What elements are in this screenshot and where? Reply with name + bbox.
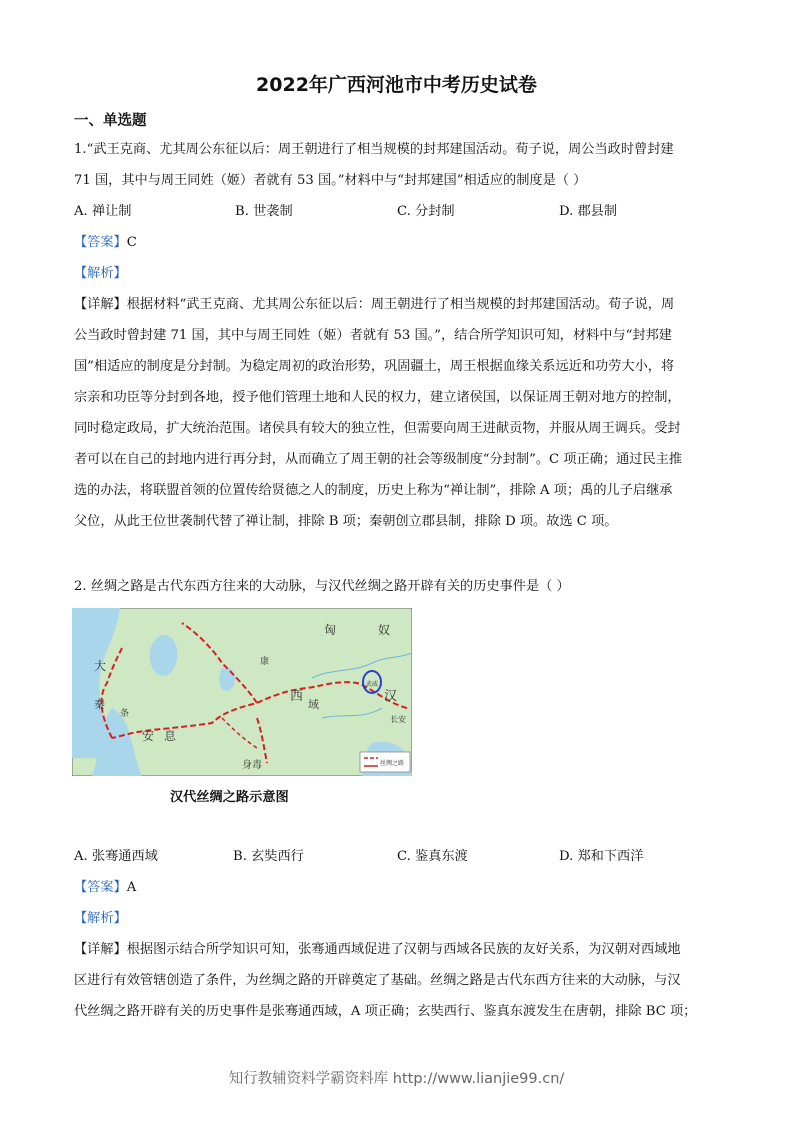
map-label-xiongnu-2: 奴 [378, 623, 391, 637]
q1-option-b: B. 世袭制 [235, 204, 293, 219]
q1-option-d: D. 郡县制 [559, 204, 618, 219]
page-footer-watermark: 知行教辅资料学霸资料库 http://www.lianjie99.cn/ [228, 1071, 565, 1087]
map-label-xi: 西 [290, 689, 304, 704]
map-label-changan: 长安 [390, 715, 406, 724]
q2-detail-line-2: 区进行有效管辖创造了条件，为丝绸之路的开辟奠定了基础。丝绸之路是古代东西方往来的大动脉，与汉 [74, 973, 681, 988]
map-label-anxi-2: 息 [164, 729, 177, 743]
map-label-xiongnu-1: 匈 [324, 623, 337, 637]
q1-detail-line-4: 宗亲和功臣等分封到各地，授予他们管理土地和人民的权力，建立诸侯国，以保证周王朝对地方的控制， [74, 390, 681, 405]
page-title: 2022年广西河池市中考历史试卷 [256, 74, 537, 96]
detail-tag: 【详解】 [74, 297, 127, 312]
map-label-anxi-1: 安 [142, 729, 155, 743]
q2-detail-line-1 [74, 940, 681, 960]
q1-detail-text-1: 根据材料“武王克商、尤其周公东征以后：周王朝进行了相当规模的封邦建国活动。荀子说，周 [126, 297, 675, 312]
map-label-wuwei: 武威 [366, 681, 379, 688]
q2-option-b: B. 玄奘西行 [233, 849, 304, 864]
q1-detail-line-1 [74, 295, 674, 315]
q2-option-d: D. 郑和下西洋 [559, 849, 644, 864]
q2-detail-line-3: 代丝绸之路开辟有关的历史事件是张骞通西域，A 项正确；玄奘西行、鉴真东渡发生在唐朝，排除 BC 项； [74, 1004, 697, 1019]
map-label-han: 汉 [384, 689, 398, 704]
q2-detail-text-1: 根据图示结合所学知识可知，张骞通西域促进了汉朝与西域各民族的友好关系，为汉朝对西域地 [126, 942, 681, 957]
map-caption: 汉代丝绸之路示意图 [170, 790, 289, 805]
q1-detail-line-8: 父位，从此王位世袭制代替了禅让制，排除 B 项；秦朝创立郡县制，排除 D 项。故选 C 项。 [74, 514, 618, 529]
q1-option-a: A. 禅让制 [74, 204, 132, 219]
silk-road-map [72, 608, 412, 776]
answer-tag: 【答案】 [74, 880, 127, 895]
q2-answer: A [126, 880, 137, 895]
map-label-yu: 域 [308, 698, 319, 711]
answer-tag: 【答案】 [74, 235, 127, 250]
map-legend-label: 丝绸之路 [380, 760, 405, 767]
q1-detail-line-3: 国”相适应的制度是分封制。为稳定周初的政治形势，巩固疆土，周王根据血缘关系远近和功劳大小，将 [74, 359, 675, 374]
q1-option-c: C. 分封制 [397, 204, 455, 219]
q1-detail-line-2: 公当政时曾封建 71 国，其中与周王同姓（姬）者就有 53 国。”，结合所学知识可知，材料中与“封邦建 [74, 328, 672, 343]
q1-answer-row [74, 233, 137, 253]
detail-tag: 【详解】 [74, 942, 127, 957]
q1-answer: C [126, 235, 137, 250]
analysis-tag: 【解析】 [74, 911, 127, 926]
q2-stem: 2. 丝绸之路是古代东西方往来的大动脉，与汉代丝绸之路开辟有关的历史事件是（ ） [74, 579, 570, 594]
q1-detail-line-5: 同时稳定政局，扩大统治范围。诸侯具有较大的独立性，但需要向周王进献贡物，并服从周王调兵。受封 [74, 421, 681, 436]
q2-analysis-row [74, 909, 127, 929]
map-label-kang: 康 [260, 657, 270, 667]
q1-analysis-row [74, 264, 127, 284]
q1-stem-line-2: 71 国，其中与周王同姓（姬）者就有 53 国。”材料中与“封邦建国”相适应的制度是（ ） [74, 173, 587, 188]
map-label-qin: 秦 [94, 698, 105, 711]
map-label-da: 大 [94, 659, 107, 673]
section-heading: 一、单选题 [74, 113, 147, 129]
q2-answer-row [74, 878, 136, 898]
q1-stem-line-1: 1.“武王克商、尤其周公东征以后：周王朝进行了相当规模的封邦建国活动。荀子说，周公当政时曾封建 [74, 142, 674, 157]
map-label-shendu: 身毒 [242, 760, 262, 771]
q2-option-a: A. 张骞通西域 [74, 849, 158, 864]
q2-option-c: C. 鉴真东渡 [397, 849, 468, 864]
map-label-tiaozhi: 条 [120, 709, 130, 719]
q1-detail-line-6: 者可以在自己的封地内进行再分封，从而确立了周王朝的社会等级制度“分封制”。C 项正确；通过民主推 [74, 452, 683, 467]
q1-detail-line-7: 选的办法，将联盟首领的位置传给贤德之人的制度，历史上称为“禅让制”，排除 A 项；禹的儿子启继承 [74, 483, 673, 498]
analysis-tag: 【解析】 [74, 266, 127, 281]
